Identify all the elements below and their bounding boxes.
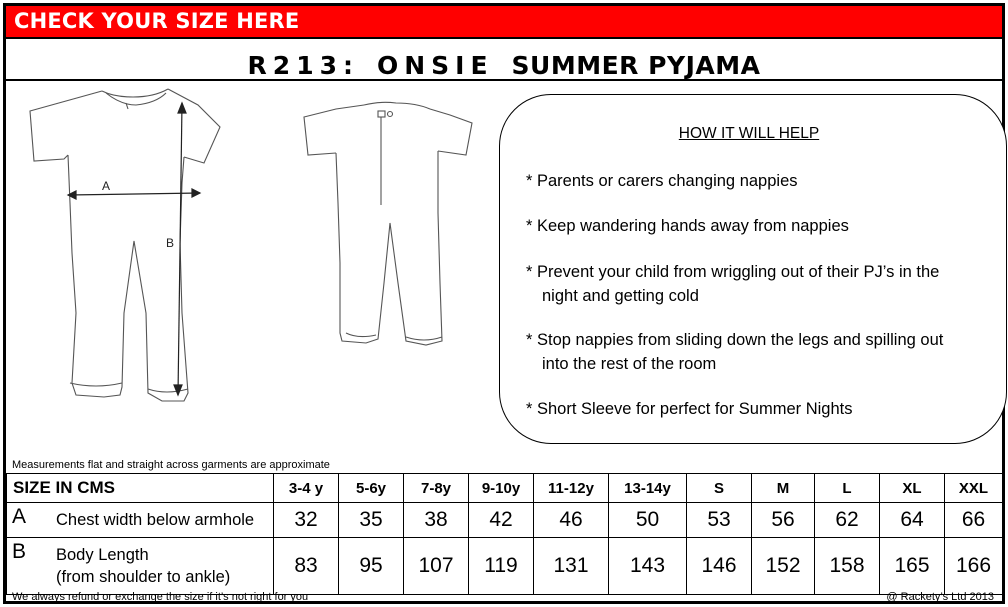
product-subtitle: SUMMER PYJAMA [511,51,761,80]
table-cell: 143 [609,538,687,595]
header-banner [6,6,1002,39]
row-label-length: B Body Length (from shoulder to ankle) [7,538,274,595]
table-cell: 158 [815,538,880,595]
table-cell: 152 [752,538,815,595]
table-header-row [7,474,1003,503]
table-cell: 56 [752,503,815,538]
product-name: ONSIE [376,51,494,80]
header-banner-text: CHECK YOUR SIZE HERE [14,9,300,33]
table-cell: 165 [880,538,945,595]
refund-note: We always refund or exchange the size if it’s not right for you [12,591,309,603]
table-cell: 66 [945,503,1003,538]
size-column-header: L [815,474,880,503]
size-column-header: 3-4 y [274,474,339,503]
table-cell: 62 [815,503,880,538]
table-cell: 131 [534,538,609,595]
table-row [7,503,1003,538]
table-cell: 50 [609,503,687,538]
table-cell: 32 [274,503,339,538]
table-cell: 146 [687,538,752,595]
benefits-heading: HOW IT WILL HELP [678,125,820,142]
row-label-chest: A Chest width below armhole [7,503,274,538]
measurement-note: Measurements flat and straight across garments are approximate [12,459,330,471]
measure-label-a: A [102,179,111,193]
size-column-header: 11-12y [534,474,609,503]
table-cell: 95 [339,538,404,595]
size-column-header: S [687,474,752,503]
table-cell: 64 [880,503,945,538]
benefit-item: * Stop nappies from sliding down the legs and spilling out into the rest of the room [526,331,944,373]
table-row [7,538,1003,595]
table-cell: 166 [945,538,1003,595]
back-garment-drawing [304,102,472,345]
size-chart-frame [3,3,1005,604]
table-cell: 83 [274,538,339,595]
table-cell: 42 [469,503,534,538]
measure-label-b: B [166,236,175,250]
size-column-header: 13-14y [609,474,687,503]
product-title [6,41,1002,81]
size-column-header: XXL [945,474,1003,503]
table-cell: 38 [404,503,469,538]
benefit-item: * Parents or carers changing nappies [526,172,798,190]
size-table [6,473,1003,595]
size-column-header: 7-8y [404,474,469,503]
product-code: R213: [247,51,359,80]
garment-illustrations [6,83,502,455]
copyright-note: @ Rackety’s Ltd 2013 [886,591,994,603]
front-garment-drawing [30,89,220,401]
table-cell: 119 [469,538,534,595]
benefit-item: * Short Sleeve for perfect for Summer Nights [526,400,853,418]
size-column-header: M [752,474,815,503]
size-column-header: XL [880,474,945,503]
size-column-header: 5-6y [339,474,404,503]
table-cell: 46 [534,503,609,538]
table-cell: 35 [339,503,404,538]
benefit-item: * Prevent your child from wriggling out of their PJ’s in the night and getting cold [526,263,940,305]
table-cell: 107 [404,538,469,595]
benefit-item: * Keep wandering hands away from nappies [526,217,849,235]
table-header-label: SIZE IN CMS [7,474,274,503]
table-cell: 53 [687,503,752,538]
benefits-panel [499,94,1007,444]
size-column-header: 9-10y [469,474,534,503]
